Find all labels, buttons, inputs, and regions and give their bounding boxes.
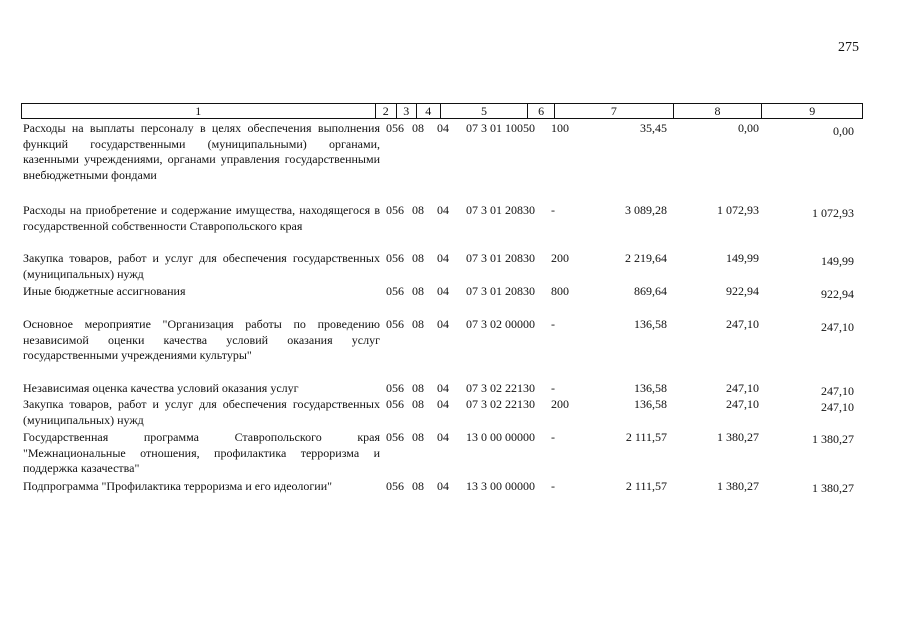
row-code-expense-type: - (551, 317, 555, 331)
column-header-3: 3 (397, 104, 417, 118)
row-code-subsection: 04 (437, 397, 449, 411)
row-code-ministry: 056 (386, 121, 404, 135)
row-code-expense-type: 100 (551, 121, 569, 135)
row-code-section: 08 (412, 121, 424, 135)
row-code-target: 07 3 01 20830 (466, 251, 535, 265)
row-code-target: 13 3 00 00000 (466, 479, 535, 493)
row-amount-9: 247,10 (821, 320, 854, 334)
row-code-subsection: 04 (437, 430, 449, 444)
row-amount-7: 2 219,64 (625, 251, 667, 265)
row-amount-9: 0,00 (833, 124, 854, 138)
row-amount-8: 247,10 (726, 317, 759, 331)
row-code-section: 08 (412, 203, 424, 217)
row-amount-9: 1 072,93 (812, 206, 854, 220)
row-amount-7: 2 111,57 (625, 430, 667, 444)
column-header-9: 9 (809, 104, 816, 118)
row-code-expense-type: - (551, 430, 555, 444)
column-header-1: 1 (22, 104, 376, 118)
row-code-section: 08 (412, 251, 424, 265)
row-amount-9: 247,10 (821, 400, 854, 414)
row-amount-9: 149,99 (821, 254, 854, 268)
row-code-subsection: 04 (437, 284, 449, 298)
row-code-section: 08 (412, 381, 424, 395)
row-amount-8: 1 380,27 (717, 479, 759, 493)
budget-table (21, 103, 863, 495)
column-header-4: 4 (417, 104, 441, 118)
row-description: Основное мероприятие "Организация работы по проведению независимой оценки качества условий оказания услуг государственными учреждениями культуры" (23, 317, 380, 362)
row-amount-7: 136,58 (634, 317, 667, 331)
row-code-ministry: 056 (386, 397, 404, 411)
row-amount-7: 35,45 (640, 121, 667, 135)
row-code-target: 07 3 01 10050 (466, 121, 535, 135)
row-amount-9: 1 380,27 (812, 481, 854, 495)
row-code-expense-type: 200 (551, 397, 569, 411)
row-code-target: 07 3 01 20830 (466, 203, 535, 217)
row-amount-9: 247,10 (821, 384, 854, 398)
page-number: 275 (838, 40, 859, 55)
row-code-subsection: 04 (437, 381, 449, 395)
row-amount-8: 1 072,93 (717, 203, 759, 217)
row-code-ministry: 056 (386, 381, 404, 395)
row-amount-8: 247,10 (726, 381, 759, 395)
row-description: Закупка товаров, работ и услуг для обеспечения государственных (муниципальных) нужд (23, 397, 380, 427)
row-code-expense-type: - (551, 381, 555, 395)
row-description: Закупка товаров, работ и услуг для обеспечения государственных (муниципальных) нужд (23, 251, 380, 281)
row-amount-7: 3 089,28 (625, 203, 667, 217)
row-description: Расходы на приобретение и содержание имущества, находящегося в государственной собственности Ставропольского края (23, 203, 380, 233)
row-code-expense-type: - (551, 203, 555, 217)
row-code-target: 07 3 02 22130 (466, 397, 535, 411)
row-amount-8: 922,94 (726, 284, 759, 298)
row-code-ministry: 056 (386, 479, 404, 493)
row-description: Иные бюджетные ассигнования (23, 284, 186, 298)
row-code-ministry: 056 (386, 251, 404, 265)
row-code-target: 13 0 00 00000 (466, 430, 535, 444)
column-header-6: 6 (528, 104, 555, 118)
row-amount-9: 922,94 (821, 287, 854, 301)
row-code-target: 07 3 02 22130 (466, 381, 535, 395)
row-amount-8: 247,10 (726, 397, 759, 411)
row-amount-9: 1 380,27 (812, 432, 854, 446)
row-description: Подпрограмма "Профилактика терроризма и его идеологии" (23, 479, 333, 493)
row-code-subsection: 04 (437, 317, 449, 331)
row-amount-7: 869,64 (634, 284, 667, 298)
row-code-subsection: 04 (437, 203, 449, 217)
row-code-subsection: 04 (437, 479, 449, 493)
row-amount-8: 149,99 (726, 251, 759, 265)
column-header-8: 8 (674, 104, 763, 118)
row-description: Государственная программа Ставропольского края "Межнациональные отношения, профилактика терроризма и поддержка казачества" (23, 430, 380, 475)
row-code-target: 07 3 02 00000 (466, 317, 535, 331)
row-code-section: 08 (412, 430, 424, 444)
row-code-section: 08 (412, 284, 424, 298)
row-amount-8: 1 380,27 (717, 430, 759, 444)
row-code-ministry: 056 (386, 317, 404, 331)
row-code-ministry: 056 (386, 203, 404, 217)
table-header-row (21, 103, 863, 119)
row-amount-8: 0,00 (738, 121, 759, 135)
row-description: Расходы на выплаты персоналу в целях обеспечения выполнения функций государственными (муниципальными) органами, казенными учреждениями, органами управления государственными внебюджетными фондами (23, 121, 380, 182)
column-header-5: 5 (441, 104, 528, 118)
row-code-ministry: 056 (386, 430, 404, 444)
column-header-7: 7 (555, 104, 673, 118)
row-code-expense-type: 200 (551, 251, 569, 265)
row-amount-7: 136,58 (634, 381, 667, 395)
row-code-subsection: 04 (437, 251, 449, 265)
row-code-subsection: 04 (437, 121, 449, 135)
row-amount-7: 136,58 (634, 397, 667, 411)
row-code-expense-type: - (551, 479, 555, 493)
row-description: Независимая оценка качества условий оказания услуг (23, 381, 299, 395)
row-code-section: 08 (412, 397, 424, 411)
row-code-section: 08 (412, 479, 424, 493)
row-code-expense-type: 800 (551, 284, 569, 298)
row-code-section: 08 (412, 317, 424, 331)
row-code-ministry: 056 (386, 284, 404, 298)
row-code-target: 07 3 01 20830 (466, 284, 535, 298)
column-header-2: 2 (376, 104, 398, 118)
row-amount-7: 2 111,57 (625, 479, 667, 493)
